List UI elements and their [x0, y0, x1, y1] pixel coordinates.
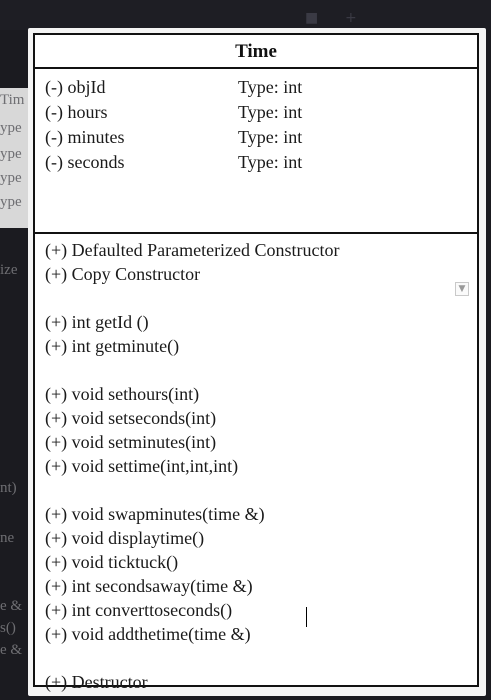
background-toolbar: [0, 0, 491, 30]
uml-class-box: [33, 33, 479, 692]
method-group-gap: [45, 478, 477, 502]
background-fragment: ype: [0, 194, 22, 210]
text-cursor: [306, 607, 307, 627]
attribute-name: (-) objId: [45, 77, 106, 97]
attribute-row: [45, 150, 477, 175]
method-row: (+) int getminute(): [45, 336, 180, 356]
attribute-type: Type: int: [238, 127, 303, 147]
background-fragment: e &: [0, 642, 23, 658]
method-group-gap: [45, 646, 477, 670]
method-row: (+) Destructor: [45, 672, 148, 692]
method-row: (+) void setseconds(int): [45, 408, 217, 428]
background-fragment: Tim: [0, 92, 25, 108]
method-row: (+) void displaytime(): [45, 528, 205, 548]
method-row: (+) int getId (): [45, 312, 149, 332]
method-row: (+) void sethours(int): [45, 384, 200, 404]
attribute-type: Type: int: [238, 102, 303, 122]
method-row: (+) int secondsaway(time &): [45, 576, 253, 596]
background-fragment: ype: [0, 120, 22, 136]
attribute-row: [45, 125, 477, 150]
attribute-row: [45, 75, 477, 100]
background-fragment: ize: [0, 262, 18, 278]
method-row: (+) void settime(int,int,int): [45, 456, 239, 476]
background-fragment: s(): [0, 620, 16, 636]
methods-section: [35, 234, 477, 694]
background-fragment: ne: [0, 530, 15, 546]
attribute-name: (-) hours: [45, 102, 108, 122]
attribute-row: [45, 100, 477, 125]
add-icon: +: [345, 10, 357, 26]
background-fragment: ype: [0, 146, 22, 162]
attributes-section: [35, 69, 477, 234]
method-group-gap: [45, 358, 477, 382]
attribute-name: (-) seconds: [45, 152, 125, 172]
method-row: (+) void setminutes(int): [45, 432, 217, 452]
background-fragment: e &: [0, 598, 23, 614]
method-group-gap: [45, 286, 477, 310]
dropdown-arrow-icon[interactable]: ▼: [455, 282, 469, 296]
method-row: (+) void ticktuck(): [45, 552, 179, 572]
method-row: (+) void addthetime(time &): [45, 624, 251, 644]
method-row: (+) Copy Constructor: [45, 264, 201, 284]
background-fragment: nt): [0, 480, 17, 496]
method-row: (+) void swapminutes(time &): [45, 504, 265, 524]
attribute-type: Type: int: [238, 152, 303, 172]
method-row: (+) Defaulted Parameterized Constructor: [45, 240, 340, 260]
background-fragment: ype: [0, 170, 22, 186]
class-name: Time: [35, 35, 477, 69]
save-icon: ■: [305, 10, 319, 26]
attribute-type: Type: int: [238, 77, 303, 97]
method-row: (+) int converttoseconds(): [45, 600, 233, 620]
attribute-name: (-) minutes: [45, 127, 125, 147]
